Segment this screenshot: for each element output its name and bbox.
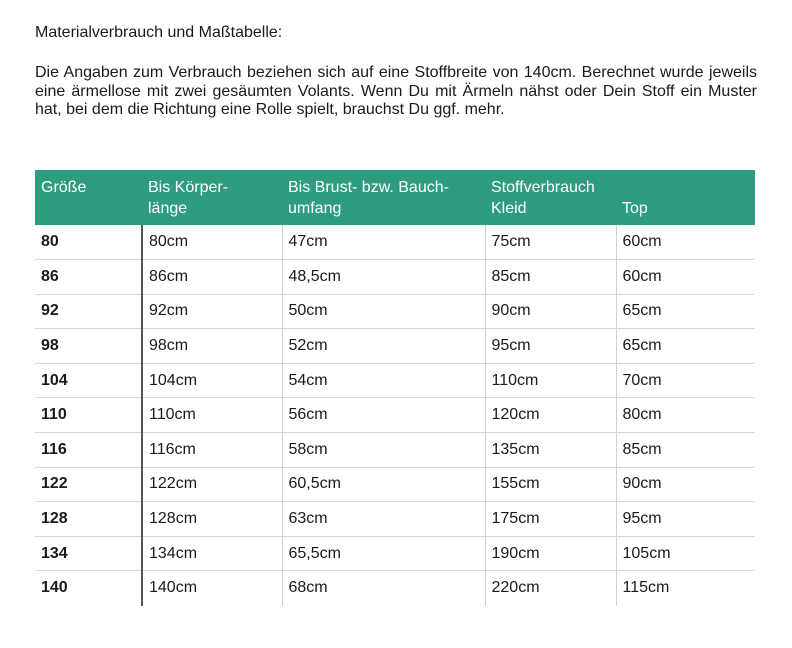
size-table	[35, 170, 755, 606]
header-top: Top	[622, 200, 648, 217]
cell-fabric-dress: 75cm	[485, 225, 616, 260]
cell-fabric-dress: 120cm	[485, 398, 616, 433]
cell-size: 140	[41, 579, 68, 597]
cell-size: 104	[35, 363, 142, 398]
cell-size: 116	[35, 433, 142, 468]
document-title: Materialverbrauch und Maßtabelle:	[35, 24, 283, 41]
cell-chest: 47cm	[282, 225, 485, 260]
cell-size: 92	[35, 294, 142, 329]
cell-fabric-top: 65cm	[616, 329, 755, 364]
table-row	[35, 502, 755, 537]
cell-fabric-dress: 110cm	[485, 363, 616, 398]
cell-chest: 60,5cm	[282, 467, 485, 502]
table-row	[35, 363, 755, 398]
cell-chest: 50cm	[282, 294, 485, 329]
cell-chest: 54cm	[282, 363, 485, 398]
cell-body-length: 128cm	[142, 502, 282, 537]
cell-body-length: 116cm	[142, 433, 282, 468]
cell-body-length: 98cm	[142, 329, 282, 364]
table-row	[35, 571, 755, 606]
header-body-length: Bis Körper- länge	[148, 179, 229, 217]
header-fabric-dress: Stoffverbrauch Kleid	[491, 179, 595, 217]
cell-fabric-dress: 95cm	[485, 329, 616, 364]
cell-fabric-dress: 175cm	[485, 502, 616, 537]
cell-chest: 52cm	[282, 329, 485, 364]
cell-fabric-top: 60cm	[616, 225, 755, 260]
cell-fabric-dress: 155cm	[485, 467, 616, 502]
cell-size: 110	[35, 398, 142, 433]
cell-size: 122	[35, 467, 142, 502]
table-row	[35, 536, 755, 571]
cell-body-length: 86cm	[142, 260, 282, 295]
cell-chest: 63cm	[282, 502, 485, 537]
cell-size: 134	[35, 536, 142, 571]
header-chest: Bis Brust- bzw. Bauch- umfang	[288, 179, 449, 217]
cell-fabric-top: 80cm	[616, 398, 755, 433]
cell-size: 80	[35, 225, 142, 260]
table-row	[35, 398, 755, 433]
cell-chest: 48,5cm	[282, 260, 485, 295]
cell-chest: 68cm	[282, 571, 485, 606]
cell-fabric-top: 85cm	[616, 433, 755, 468]
cell-fabric-dress: 190cm	[485, 536, 616, 571]
cell-body-length: 104cm	[142, 363, 282, 398]
cell-fabric-top: 105cm	[616, 536, 755, 571]
cell-size: 86	[35, 260, 142, 295]
cell-chest: 58cm	[282, 433, 485, 468]
table-row	[35, 467, 755, 502]
table-row	[35, 433, 755, 468]
cell-body-length: 140cm	[142, 571, 282, 606]
cell-fabric-top: 70cm	[616, 363, 755, 398]
table-row	[35, 294, 755, 329]
table-row	[35, 329, 755, 364]
cell-body-length: 122cm	[142, 467, 282, 502]
cell-fabric-top: 60cm	[616, 260, 755, 295]
table-row	[35, 260, 755, 295]
cell-body-length: 92cm	[142, 294, 282, 329]
cell-size: 128	[35, 502, 142, 537]
cell-fabric-dress: 220cm	[485, 571, 616, 606]
cell-fabric-dress: 90cm	[485, 294, 616, 329]
header-size: Größe	[41, 179, 87, 196]
cell-body-length: 80cm	[142, 225, 282, 260]
cell-fabric-dress: 135cm	[485, 433, 616, 468]
cell-fabric-top: 90cm	[616, 467, 755, 502]
cell-body-length: 134cm	[142, 536, 282, 571]
table-header-row	[35, 170, 755, 225]
cell-chest: 56cm	[282, 398, 485, 433]
cell-chest: 65,5cm	[282, 536, 485, 571]
cell-fabric-top: 115cm	[616, 571, 755, 606]
cell-fabric-top: 65cm	[616, 294, 755, 329]
cell-body-length: 110cm	[142, 398, 282, 433]
intro-paragraph: Die Angaben zum Verbrauch beziehen sich auf eine Stoffbreite von 140cm. Berechnet wurde jeweils eine ärmellose mit zwei gesäumten Volants. Wenn Du mit Ärmeln nähst oder Dein Stoff ein Muster hat, bei dem die Richtung eine Rolle spielt, brauchst Du ggf. mehr.	[35, 64, 757, 118]
cell-fabric-top: 95cm	[616, 502, 755, 537]
cell-size: 98	[35, 329, 142, 364]
table-row	[35, 225, 755, 260]
cell-fabric-dress: 85cm	[485, 260, 616, 295]
